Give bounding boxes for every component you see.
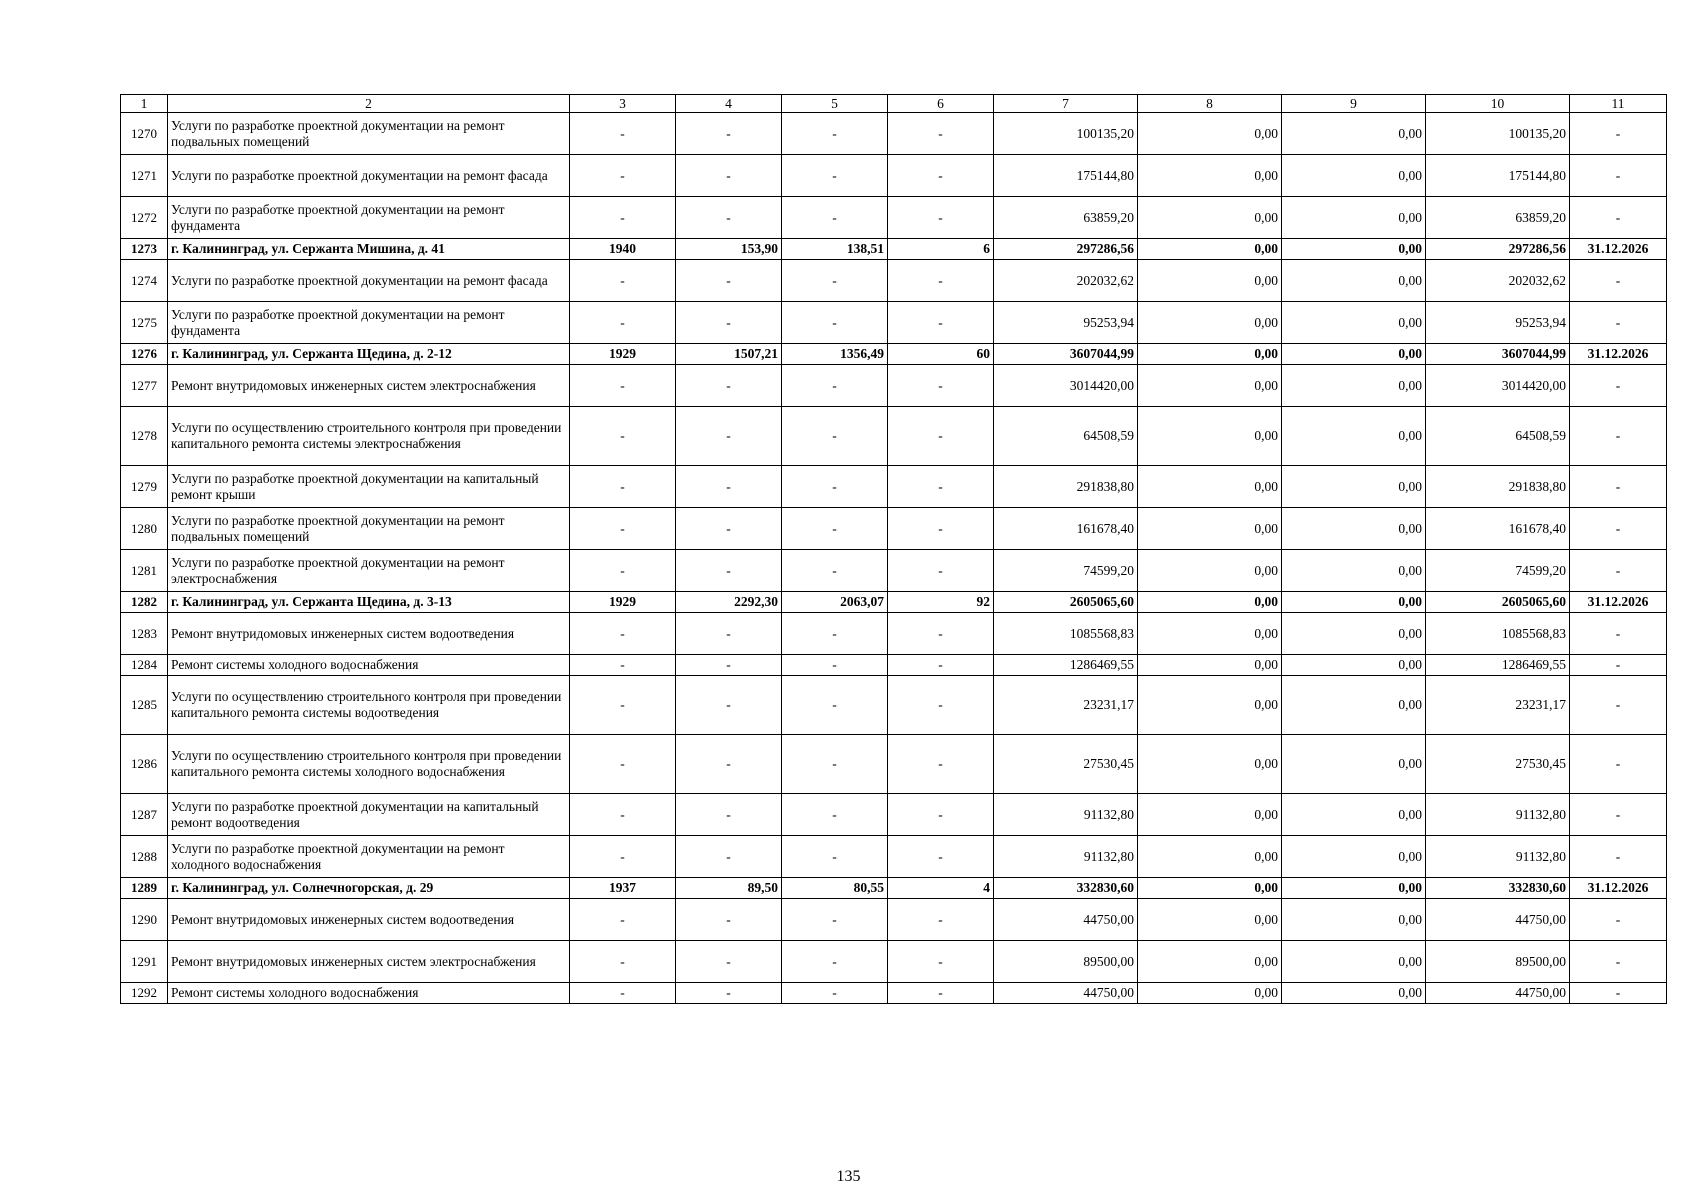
total-cost-cell: 91132,80 — [994, 794, 1138, 836]
living-area-cell: - — [782, 655, 888, 676]
fund-cost-cell: 0,00 — [1138, 941, 1282, 983]
row-number-cell: 1285 — [121, 676, 168, 735]
commission-year-cell: - — [570, 302, 676, 344]
total-cost-cell: 297286,56 — [994, 239, 1138, 260]
work-name-cell: Услуги по разработке проектной документации на капитальный ремонт крыши — [168, 466, 570, 508]
owners-cost-cell: 1085568,83 — [1426, 613, 1570, 655]
work-name-cell: Ремонт внутридомовых инженерных систем водоотведения — [168, 613, 570, 655]
total-area-cell: - — [676, 155, 782, 197]
row-number-cell: 1283 — [121, 613, 168, 655]
column-header: 6 — [888, 95, 994, 113]
other-cost-cell: 0,00 — [1282, 735, 1426, 794]
work-name-cell: Услуги по разработке проектной документации на ремонт электроснабжения — [168, 550, 570, 592]
work-row — [121, 407, 1667, 466]
other-cost-cell: 0,00 — [1282, 344, 1426, 365]
total-area-cell: - — [676, 407, 782, 466]
other-cost-cell: 0,00 — [1282, 508, 1426, 550]
work-row — [121, 260, 1667, 302]
fund-cost-cell: 0,00 — [1138, 197, 1282, 239]
total-cost-cell: 27530,45 — [994, 735, 1138, 794]
owners-cost-cell: 3607044,99 — [1426, 344, 1570, 365]
commission-year-cell: 1940 — [570, 239, 676, 260]
other-cost-cell: 0,00 — [1282, 239, 1426, 260]
work-row — [121, 508, 1667, 550]
owners-cost-cell: 2605065,60 — [1426, 592, 1570, 613]
commission-year-cell: - — [570, 676, 676, 735]
owners-cost-cell: 291838,80 — [1426, 466, 1570, 508]
other-cost-cell: 0,00 — [1282, 407, 1426, 466]
owners-cost-cell: 63859,20 — [1426, 197, 1570, 239]
residents-count-cell: 6 — [888, 239, 994, 260]
completion-date-cell: 31.12.2026 — [1570, 344, 1667, 365]
commission-year-cell: - — [570, 260, 676, 302]
total-area-cell: 153,90 — [676, 239, 782, 260]
total-area-cell: - — [676, 466, 782, 508]
other-cost-cell: 0,00 — [1282, 466, 1426, 508]
completion-date-cell: - — [1570, 836, 1667, 878]
fund-cost-cell: 0,00 — [1138, 508, 1282, 550]
residents-count-cell: - — [888, 655, 994, 676]
residents-count-cell: - — [888, 550, 994, 592]
table-body — [121, 95, 1667, 1004]
owners-cost-cell: 1286469,55 — [1426, 655, 1570, 676]
fund-cost-cell: 0,00 — [1138, 983, 1282, 1004]
fund-cost-cell: 0,00 — [1138, 899, 1282, 941]
living-area-cell: - — [782, 508, 888, 550]
living-area-cell: - — [782, 676, 888, 735]
work-row — [121, 197, 1667, 239]
other-cost-cell: 0,00 — [1282, 592, 1426, 613]
work-name-cell: Услуги по разработке проектной документации на ремонт холодного водоснабжения — [168, 836, 570, 878]
total-cost-cell: 91132,80 — [994, 836, 1138, 878]
work-name-cell: Услуги по осуществлению строительного контроля при проведении капитального ремонта системы водоотведения — [168, 676, 570, 735]
column-header: 8 — [1138, 95, 1282, 113]
total-cost-cell: 291838,80 — [994, 466, 1138, 508]
commission-year-cell: - — [570, 197, 676, 239]
commission-year-cell: - — [570, 155, 676, 197]
completion-date-cell: 31.12.2026 — [1570, 878, 1667, 899]
work-name-cell: г. Калининград, ул. Солнечногорская, д. 29 — [168, 878, 570, 899]
residents-count-cell: - — [888, 302, 994, 344]
work-row — [121, 676, 1667, 735]
other-cost-cell: 0,00 — [1282, 197, 1426, 239]
completion-date-cell: - — [1570, 613, 1667, 655]
other-cost-cell: 0,00 — [1282, 836, 1426, 878]
fund-cost-cell: 0,00 — [1138, 260, 1282, 302]
total-area-cell: - — [676, 550, 782, 592]
other-cost-cell: 0,00 — [1282, 613, 1426, 655]
residents-count-cell: - — [888, 613, 994, 655]
commission-year-cell: - — [570, 407, 676, 466]
total-area-cell: - — [676, 365, 782, 407]
residents-count-cell: - — [888, 113, 994, 155]
work-row — [121, 941, 1667, 983]
other-cost-cell: 0,00 — [1282, 655, 1426, 676]
fund-cost-cell: 0,00 — [1138, 239, 1282, 260]
row-number-cell: 1277 — [121, 365, 168, 407]
owners-cost-cell: 3014420,00 — [1426, 365, 1570, 407]
commission-year-cell: - — [570, 466, 676, 508]
owners-cost-cell: 332830,60 — [1426, 878, 1570, 899]
completion-date-cell: - — [1570, 794, 1667, 836]
total-area-cell: 89,50 — [676, 878, 782, 899]
column-header: 4 — [676, 95, 782, 113]
work-name-cell: Услуги по разработке проектной документации на ремонт фундамента — [168, 197, 570, 239]
living-area-cell: - — [782, 407, 888, 466]
commission-year-cell: - — [570, 899, 676, 941]
total-cost-cell: 202032,62 — [994, 260, 1138, 302]
residents-count-cell: - — [888, 197, 994, 239]
fund-cost-cell: 0,00 — [1138, 878, 1282, 899]
row-number-cell: 1284 — [121, 655, 168, 676]
total-area-cell: - — [676, 899, 782, 941]
completion-date-cell: - — [1570, 941, 1667, 983]
work-row — [121, 550, 1667, 592]
completion-date-cell: - — [1570, 655, 1667, 676]
total-cost-cell: 3014420,00 — [994, 365, 1138, 407]
residents-count-cell: - — [888, 735, 994, 794]
work-name-cell: г. Калининград, ул. Сержанта Щедина, д. 3-13 — [168, 592, 570, 613]
living-area-cell: 80,55 — [782, 878, 888, 899]
work-row — [121, 365, 1667, 407]
living-area-cell: - — [782, 466, 888, 508]
row-number-cell: 1276 — [121, 344, 168, 365]
residents-count-cell: - — [888, 676, 994, 735]
works-table — [120, 94, 1667, 1004]
completion-date-cell: 31.12.2026 — [1570, 592, 1667, 613]
total-area-cell: - — [676, 655, 782, 676]
row-number-cell: 1278 — [121, 407, 168, 466]
completion-date-cell: - — [1570, 676, 1667, 735]
work-row — [121, 983, 1667, 1004]
living-area-cell: 1356,49 — [782, 344, 888, 365]
residents-count-cell: 92 — [888, 592, 994, 613]
living-area-cell: - — [782, 899, 888, 941]
total-area-cell: - — [676, 508, 782, 550]
work-name-cell: Ремонт внутридомовых инженерных систем электроснабжения — [168, 941, 570, 983]
column-header: 2 — [168, 95, 570, 113]
completion-date-cell: - — [1570, 508, 1667, 550]
fund-cost-cell: 0,00 — [1138, 676, 1282, 735]
column-header: 3 — [570, 95, 676, 113]
address-row — [121, 239, 1667, 260]
completion-date-cell: - — [1570, 550, 1667, 592]
address-row — [121, 592, 1667, 613]
residents-count-cell: 60 — [888, 344, 994, 365]
work-name-cell: Услуги по разработке проектной документации на капитальный ремонт водоотведения — [168, 794, 570, 836]
total-cost-cell: 3607044,99 — [994, 344, 1138, 365]
commission-year-cell: - — [570, 735, 676, 794]
total-area-cell: - — [676, 676, 782, 735]
other-cost-cell: 0,00 — [1282, 365, 1426, 407]
other-cost-cell: 0,00 — [1282, 941, 1426, 983]
commission-year-cell: 1929 — [570, 592, 676, 613]
total-cost-cell: 95253,94 — [994, 302, 1138, 344]
residents-count-cell: - — [888, 836, 994, 878]
owners-cost-cell: 91132,80 — [1426, 794, 1570, 836]
total-cost-cell: 1286469,55 — [994, 655, 1138, 676]
work-row — [121, 113, 1667, 155]
row-number-cell: 1289 — [121, 878, 168, 899]
work-name-cell: Услуги по осуществлению строительного контроля при проведении капитального ремонта системы холодного водоснабжения — [168, 735, 570, 794]
owners-cost-cell: 100135,20 — [1426, 113, 1570, 155]
total-area-cell: - — [676, 302, 782, 344]
completion-date-cell: 31.12.2026 — [1570, 239, 1667, 260]
total-cost-cell: 161678,40 — [994, 508, 1138, 550]
total-cost-cell: 74599,20 — [994, 550, 1138, 592]
residents-count-cell: - — [888, 941, 994, 983]
residents-count-cell: - — [888, 466, 994, 508]
work-name-cell: Услуги по разработке проектной документации на ремонт фасада — [168, 155, 570, 197]
total-cost-cell: 2605065,60 — [994, 592, 1138, 613]
work-row — [121, 302, 1667, 344]
work-name-cell: Услуги по разработке проектной документации на ремонт фасада — [168, 260, 570, 302]
fund-cost-cell: 0,00 — [1138, 113, 1282, 155]
fund-cost-cell: 0,00 — [1138, 735, 1282, 794]
living-area-cell: - — [782, 113, 888, 155]
row-number-cell: 1280 — [121, 508, 168, 550]
commission-year-cell: - — [570, 941, 676, 983]
total-cost-cell: 63859,20 — [994, 197, 1138, 239]
owners-cost-cell: 161678,40 — [1426, 508, 1570, 550]
living-area-cell: - — [782, 794, 888, 836]
work-row — [121, 155, 1667, 197]
commission-year-cell: - — [570, 365, 676, 407]
fund-cost-cell: 0,00 — [1138, 155, 1282, 197]
other-cost-cell: 0,00 — [1282, 550, 1426, 592]
total-area-cell: 2292,30 — [676, 592, 782, 613]
residents-count-cell: - — [888, 899, 994, 941]
fund-cost-cell: 0,00 — [1138, 794, 1282, 836]
owners-cost-cell: 64508,59 — [1426, 407, 1570, 466]
completion-date-cell: - — [1570, 260, 1667, 302]
other-cost-cell: 0,00 — [1282, 260, 1426, 302]
living-area-cell: - — [782, 983, 888, 1004]
owners-cost-cell: 27530,45 — [1426, 735, 1570, 794]
work-name-cell: Ремонт системы холодного водоснабжения — [168, 983, 570, 1004]
total-cost-cell: 44750,00 — [994, 983, 1138, 1004]
total-cost-cell: 332830,60 — [994, 878, 1138, 899]
work-name-cell: Ремонт внутридомовых инженерных систем электроснабжения — [168, 365, 570, 407]
row-number-cell: 1270 — [121, 113, 168, 155]
other-cost-cell: 0,00 — [1282, 794, 1426, 836]
completion-date-cell: - — [1570, 466, 1667, 508]
column-header: 11 — [1570, 95, 1667, 113]
total-area-cell: - — [676, 113, 782, 155]
living-area-cell: - — [782, 941, 888, 983]
completion-date-cell: - — [1570, 302, 1667, 344]
total-area-cell: - — [676, 613, 782, 655]
work-name-cell: Услуги по разработке проектной документации на ремонт подвальных помещений — [168, 508, 570, 550]
row-number-cell: 1292 — [121, 983, 168, 1004]
completion-date-cell: - — [1570, 735, 1667, 794]
commission-year-cell: - — [570, 113, 676, 155]
commission-year-cell: - — [570, 550, 676, 592]
other-cost-cell: 0,00 — [1282, 113, 1426, 155]
address-row — [121, 878, 1667, 899]
work-row — [121, 735, 1667, 794]
column-header: 1 — [121, 95, 168, 113]
residents-count-cell: - — [888, 407, 994, 466]
work-row — [121, 794, 1667, 836]
commission-year-cell: 1937 — [570, 878, 676, 899]
owners-cost-cell: 202032,62 — [1426, 260, 1570, 302]
fund-cost-cell: 0,00 — [1138, 365, 1282, 407]
living-area-cell: - — [782, 550, 888, 592]
other-cost-cell: 0,00 — [1282, 878, 1426, 899]
commission-year-cell: - — [570, 655, 676, 676]
owners-cost-cell: 44750,00 — [1426, 899, 1570, 941]
owners-cost-cell: 74599,20 — [1426, 550, 1570, 592]
total-area-cell: - — [676, 794, 782, 836]
work-name-cell: Услуги по осуществлению строительного контроля при проведении капитального ремонта системы электроснабжения — [168, 407, 570, 466]
row-number-cell: 1274 — [121, 260, 168, 302]
row-number-cell: 1287 — [121, 794, 168, 836]
fund-cost-cell: 0,00 — [1138, 592, 1282, 613]
total-area-cell: - — [676, 260, 782, 302]
other-cost-cell: 0,00 — [1282, 676, 1426, 735]
work-row — [121, 466, 1667, 508]
total-cost-cell: 89500,00 — [994, 941, 1138, 983]
commission-year-cell: - — [570, 836, 676, 878]
commission-year-cell: - — [570, 508, 676, 550]
completion-date-cell: - — [1570, 113, 1667, 155]
owners-cost-cell: 89500,00 — [1426, 941, 1570, 983]
work-name-cell: г. Калининград, ул. Сержанта Щедина, д. 2-12 — [168, 344, 570, 365]
total-cost-cell: 23231,17 — [994, 676, 1138, 735]
work-row — [121, 655, 1667, 676]
residents-count-cell: - — [888, 983, 994, 1004]
living-area-cell: 138,51 — [782, 239, 888, 260]
owners-cost-cell: 95253,94 — [1426, 302, 1570, 344]
address-row — [121, 344, 1667, 365]
fund-cost-cell: 0,00 — [1138, 302, 1282, 344]
owners-cost-cell: 44750,00 — [1426, 983, 1570, 1004]
total-cost-cell: 1085568,83 — [994, 613, 1138, 655]
work-row — [121, 613, 1667, 655]
column-header: 9 — [1282, 95, 1426, 113]
residents-count-cell: - — [888, 260, 994, 302]
row-number-cell: 1288 — [121, 836, 168, 878]
completion-date-cell: - — [1570, 155, 1667, 197]
column-header: 10 — [1426, 95, 1570, 113]
page-number: 135 — [836, 1168, 861, 1185]
row-number-cell: 1290 — [121, 899, 168, 941]
row-number-cell: 1291 — [121, 941, 168, 983]
total-area-cell: - — [676, 197, 782, 239]
total-area-cell: - — [676, 735, 782, 794]
total-area-cell: 1507,21 — [676, 344, 782, 365]
total-cost-cell: 175144,80 — [994, 155, 1138, 197]
work-name-cell: Ремонт внутридомовых инженерных систем водоотведения — [168, 899, 570, 941]
other-cost-cell: 0,00 — [1282, 302, 1426, 344]
total-area-cell: - — [676, 836, 782, 878]
living-area-cell: - — [782, 302, 888, 344]
commission-year-cell: - — [570, 794, 676, 836]
living-area-cell: - — [782, 155, 888, 197]
fund-cost-cell: 0,00 — [1138, 836, 1282, 878]
row-number-cell: 1273 — [121, 239, 168, 260]
row-number-cell: 1279 — [121, 466, 168, 508]
work-name-cell: Услуги по разработке проектной документации на ремонт подвальных помещений — [168, 113, 570, 155]
completion-date-cell: - — [1570, 407, 1667, 466]
residents-count-cell: - — [888, 508, 994, 550]
living-area-cell: - — [782, 260, 888, 302]
commission-year-cell: - — [570, 983, 676, 1004]
other-cost-cell: 0,00 — [1282, 899, 1426, 941]
row-number-cell: 1275 — [121, 302, 168, 344]
living-area-cell: - — [782, 365, 888, 407]
total-cost-cell: 64508,59 — [994, 407, 1138, 466]
row-number-cell: 1272 — [121, 197, 168, 239]
owners-cost-cell: 297286,56 — [1426, 239, 1570, 260]
total-cost-cell: 44750,00 — [994, 899, 1138, 941]
completion-date-cell: - — [1570, 983, 1667, 1004]
commission-year-cell: 1929 — [570, 344, 676, 365]
fund-cost-cell: 0,00 — [1138, 466, 1282, 508]
fund-cost-cell: 0,00 — [1138, 655, 1282, 676]
other-cost-cell: 0,00 — [1282, 983, 1426, 1004]
total-area-cell: - — [676, 983, 782, 1004]
work-row — [121, 899, 1667, 941]
work-name-cell: Услуги по разработке проектной документации на ремонт фундамента — [168, 302, 570, 344]
total-cost-cell: 100135,20 — [994, 113, 1138, 155]
fund-cost-cell: 0,00 — [1138, 344, 1282, 365]
column-number-header-row — [121, 95, 1667, 113]
owners-cost-cell: 91132,80 — [1426, 836, 1570, 878]
column-header: 7 — [994, 95, 1138, 113]
column-header: 5 — [782, 95, 888, 113]
work-name-cell: г. Калининград, ул. Сержанта Мишина, д. 41 — [168, 239, 570, 260]
living-area-cell: - — [782, 613, 888, 655]
total-area-cell: - — [676, 941, 782, 983]
completion-date-cell: - — [1570, 197, 1667, 239]
living-area-cell: - — [782, 836, 888, 878]
row-number-cell: 1281 — [121, 550, 168, 592]
living-area-cell: - — [782, 735, 888, 794]
fund-cost-cell: 0,00 — [1138, 407, 1282, 466]
work-name-cell: Ремонт системы холодного водоснабжения — [168, 655, 570, 676]
owners-cost-cell: 23231,17 — [1426, 676, 1570, 735]
row-number-cell: 1282 — [121, 592, 168, 613]
completion-date-cell: - — [1570, 365, 1667, 407]
row-number-cell: 1286 — [121, 735, 168, 794]
residents-count-cell: - — [888, 794, 994, 836]
owners-cost-cell: 175144,80 — [1426, 155, 1570, 197]
residents-count-cell: - — [888, 365, 994, 407]
row-number-cell: 1271 — [121, 155, 168, 197]
living-area-cell: 2063,07 — [782, 592, 888, 613]
commission-year-cell: - — [570, 613, 676, 655]
residents-count-cell: 4 — [888, 878, 994, 899]
other-cost-cell: 0,00 — [1282, 155, 1426, 197]
fund-cost-cell: 0,00 — [1138, 550, 1282, 592]
work-row — [121, 836, 1667, 878]
residents-count-cell: - — [888, 155, 994, 197]
completion-date-cell: - — [1570, 899, 1667, 941]
fund-cost-cell: 0,00 — [1138, 613, 1282, 655]
living-area-cell: - — [782, 197, 888, 239]
